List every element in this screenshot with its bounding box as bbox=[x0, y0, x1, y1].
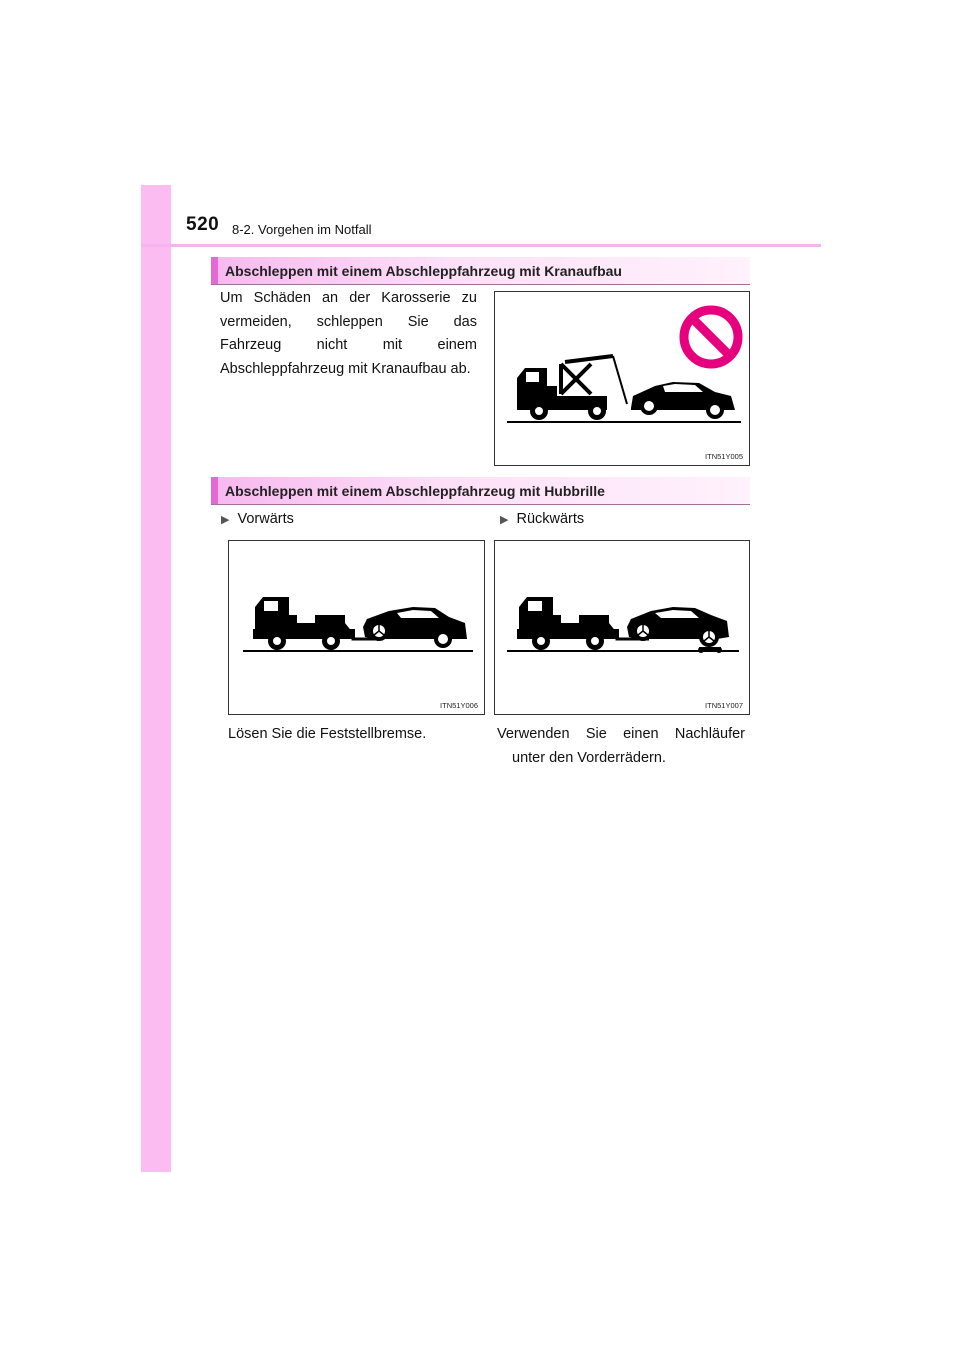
page-number: 520 bbox=[186, 214, 220, 235]
caption-forward: Lösen Sie die Feststellbremse. bbox=[228, 726, 427, 742]
sedan-car-icon bbox=[631, 382, 735, 419]
caption-backward bbox=[497, 723, 745, 770]
subhead-backward bbox=[500, 511, 584, 527]
figure-crane-towing bbox=[494, 291, 750, 466]
subhead-forward-text: Vorwärts bbox=[237, 511, 294, 527]
section-heading-crane-text: Abschleppen mit einem Abschleppfahrzeug mit Kranaufbau bbox=[225, 263, 622, 279]
figure-code: ITN51Y007 bbox=[705, 701, 743, 710]
subhead-backward-text: Rückwärts bbox=[516, 511, 585, 527]
chapter-side-tab bbox=[141, 185, 171, 1172]
tow-dolly-icon bbox=[698, 647, 722, 653]
section-heading-wheel-lift-text: Abschleppen mit einem Abschleppfahrzeug mit Hubbrille bbox=[225, 483, 605, 499]
prohibition-icon bbox=[684, 310, 738, 364]
caption-backward-line2: unter den Vorderrädern. bbox=[512, 749, 666, 766]
figure-wheel-lift-backward bbox=[494, 540, 750, 715]
crane-truck-icon bbox=[517, 356, 627, 420]
triangle-right-icon: ▶ bbox=[221, 514, 230, 526]
subhead-forward bbox=[221, 511, 294, 527]
caption-backward-line1: Verwenden Sie einen Nachläufer bbox=[497, 726, 745, 742]
sedan-car-icon bbox=[363, 607, 467, 648]
chapter-title: 8-2. Vorgehen im Notfall bbox=[232, 222, 372, 237]
figure-code: ITN51Y005 bbox=[705, 452, 743, 461]
figure-code: ITN51Y006 bbox=[440, 701, 478, 710]
wheel-lift-truck-icon bbox=[253, 597, 383, 650]
section-heading-crane bbox=[211, 257, 750, 285]
header-rule bbox=[141, 244, 821, 247]
section-heading-wheel-lift bbox=[211, 477, 750, 505]
sedan-car-reversed-icon bbox=[627, 607, 729, 647]
crane-warning-text: Um Schäden an der Karosserie zu vermeiden, schleppen Sie das Fahrzeug nicht mit einem Abschleppfahrzeug mit Kranaufbau ab. bbox=[220, 290, 477, 377]
triangle-right-icon: ▶ bbox=[500, 514, 509, 526]
figure-wheel-lift-forward bbox=[228, 540, 485, 715]
